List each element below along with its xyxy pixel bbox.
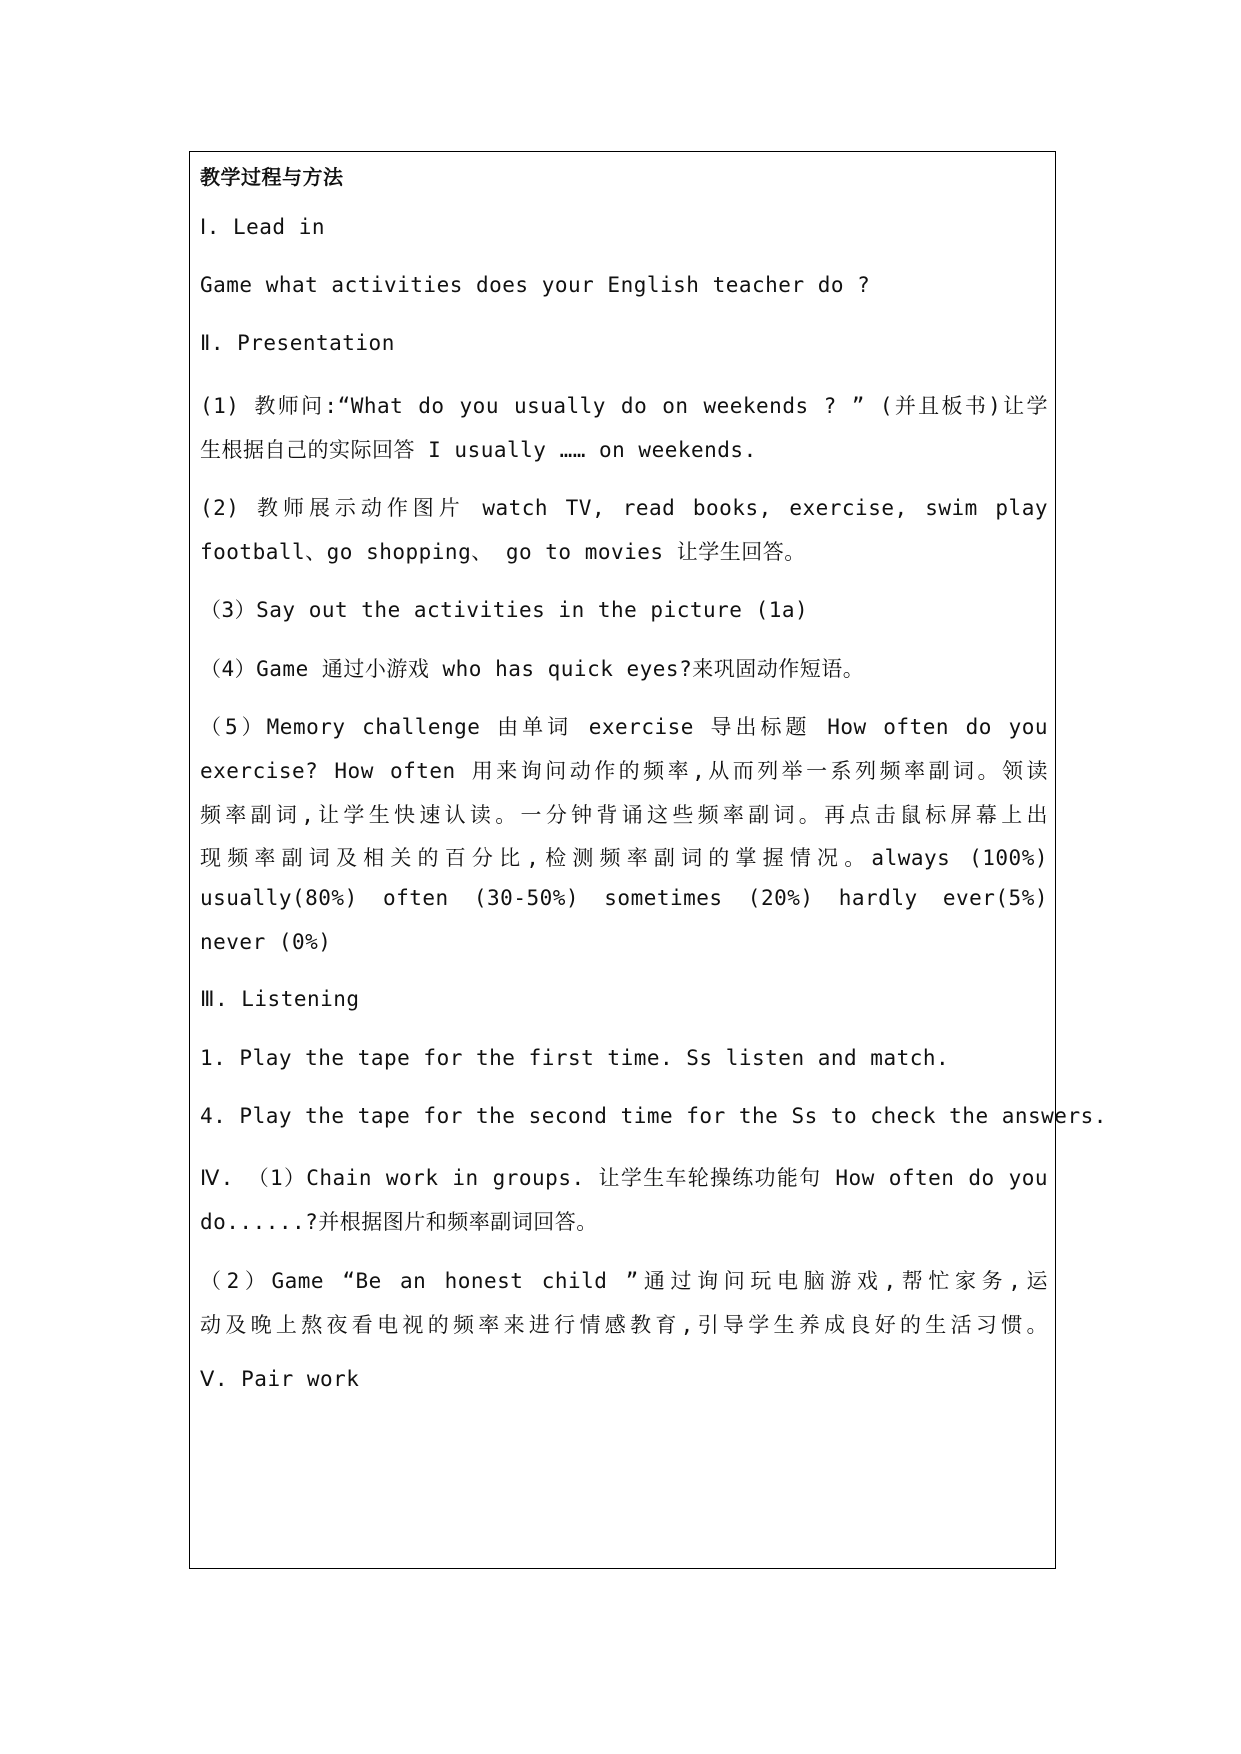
text-line: 频率副词,让学生快速认读。一分钟背诵这些频率副词。再点击鼠标屏幕上出 <box>200 803 1048 827</box>
text-line: 4. Play the tape for the second time for the Ss to check the answers. <box>200 1104 1107 1128</box>
text-line: exercise? How often 用来询问动作的频率,从而列举一系列频率副词。领读 <box>200 759 1048 783</box>
text-line: （3）Say out the activities in the picture (1a) <box>200 598 809 622</box>
text-line: 动及晚上熬夜看电视的频率来进行情感教育,引导学生养成良好的生活习惯。 <box>200 1313 1048 1337</box>
text-line: Ⅳ. （1）Chain work in groups. 让学生车轮操练功能句 How often do you <box>200 1166 1048 1190</box>
text-line: （2）Game “Be an honest child ”通过询问玩电脑游戏,帮忙家务,运 <box>200 1269 1048 1293</box>
text-line: (1) 教师问:“What do you usually do on weekends ? ” (并且板书)让学 <box>200 394 1048 418</box>
text-line: Game what activities does your English teacher do ? <box>200 273 871 297</box>
heading-listening: Ⅲ. Listening <box>200 987 360 1011</box>
text-line: 1. Play the tape for the first time. Ss listen and match. <box>200 1046 950 1070</box>
text-line: 生根据自己的实际回答 I usually …… on weekends. <box>200 438 757 462</box>
text-line: never (0%) <box>200 930 332 954</box>
heading-lead-in: Ⅰ. Lead in <box>200 215 325 239</box>
text-line: do......?并根据图片和频率副词回答。 <box>200 1210 598 1234</box>
text-line: football、go shopping、 go to movies 让学生回答。 <box>200 540 806 564</box>
text-line: （5）Memory challenge 由单词 exercise 导出标题 How often do you <box>200 715 1048 739</box>
text-line: 现频率副词及相关的百分比,检测频率副词的掌握情况。always (100%) <box>200 846 1048 870</box>
text-line: （4）Game 通过小游戏 who has quick eyes?来巩固动作短语。 <box>200 657 865 681</box>
heading-pair-work: Ⅴ. Pair work <box>200 1367 360 1391</box>
text-line: usually(80%) often (30-50%) sometimes (20%) hardly ever(5%) <box>200 886 1048 910</box>
heading-presentation: Ⅱ. Presentation <box>200 331 395 355</box>
section-title: 教学过程与方法 <box>200 165 344 189</box>
text-line: (2) 教师展示动作图片 watch TV, read books, exercise, swim play <box>200 496 1048 520</box>
